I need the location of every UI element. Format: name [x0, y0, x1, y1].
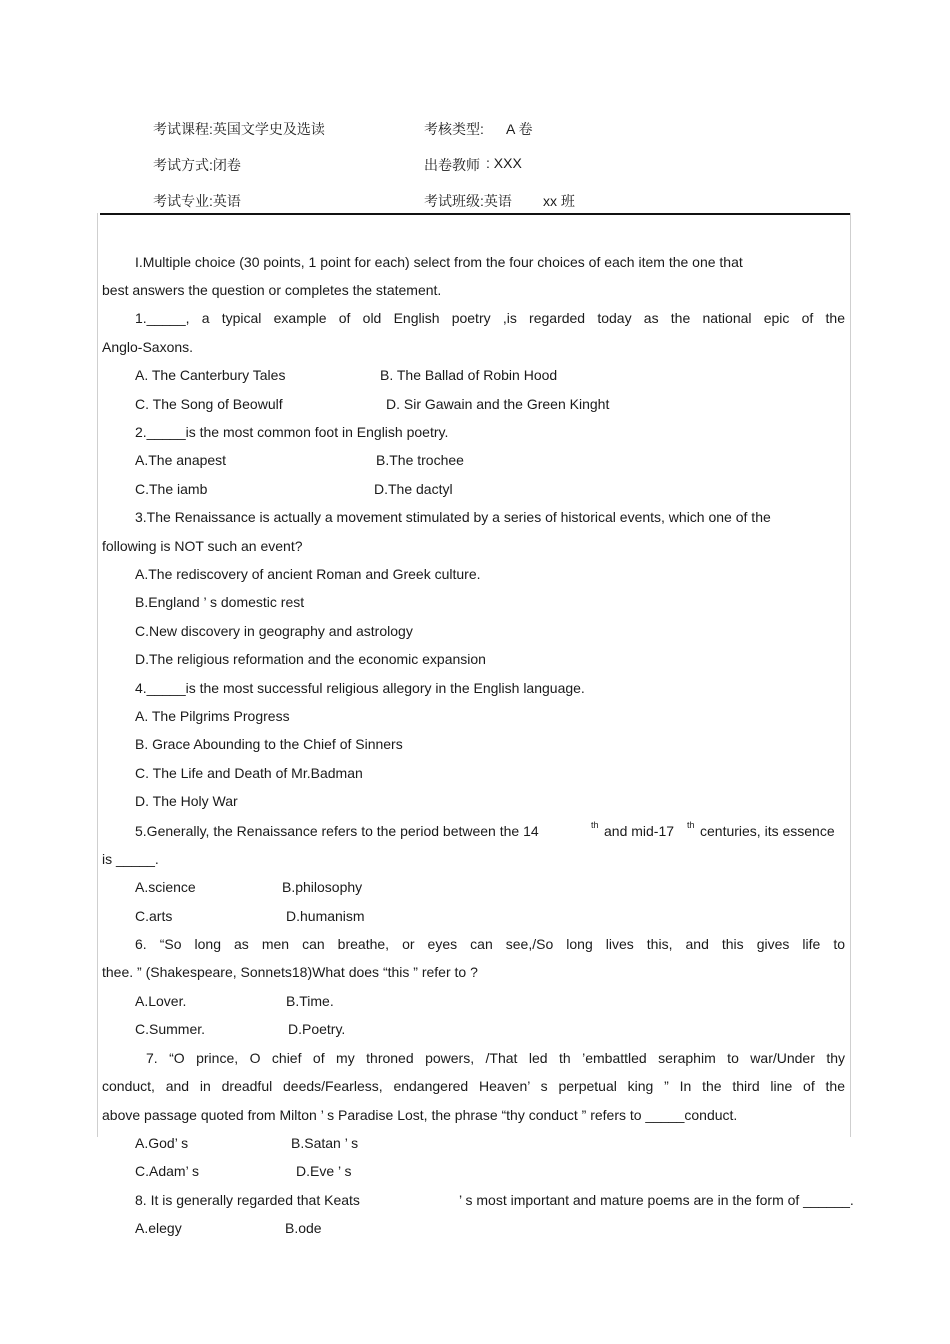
q7-option-a: A.God’ s	[135, 1135, 189, 1151]
q1-option-a: A. The Canterbury Tales	[135, 367, 286, 383]
q8-stem-part1: 8. It is generally regarded that Keats	[135, 1192, 360, 1208]
q5-option-b: B.philosophy	[282, 879, 363, 895]
teacher-value: : XXX	[486, 155, 522, 171]
q3-stem-cont: following is NOT such an event?	[102, 538, 303, 554]
q6-stem-cont: thee. ” (Shakespeare, Sonnets18)What does “this ” refer to ?	[102, 964, 478, 980]
q4-option-b: B. Grace Abounding to the Chief of Sinners	[135, 736, 403, 752]
q5-option-d: D.humanism	[286, 908, 365, 924]
exam-major: 考试专业:英语	[153, 193, 241, 209]
q2-stem: 2._____is the most common foot in English poetry.	[135, 424, 449, 440]
q3-option-b: B.England ’ s domestic rest	[135, 594, 305, 610]
q2-option-d: D.The dactyl	[374, 481, 453, 497]
q5-stem-cont: is _____.	[102, 851, 159, 867]
teacher-label: 出卷教师	[424, 157, 480, 173]
q8-option-a: A.elegy	[135, 1220, 182, 1236]
q1-option-d: D. Sir Gawain and the Green Kinght	[386, 396, 610, 412]
q7-option-d: D.Eve ’ s	[296, 1163, 352, 1179]
q3-option-d: D.The religious reformation and the economic expansion	[135, 651, 486, 667]
header-divider	[100, 213, 850, 215]
q3-option-c: C.New discovery in geography and astrology	[135, 623, 413, 639]
q1-option-b: B. The Ballad of Robin Hood	[380, 367, 558, 383]
q7-stem-cont1: conduct, and in dreadful deeds/Fearless, endangered Heaven’ s perpetual king ” In the third line of the	[102, 1078, 845, 1094]
assessment-type-label: 考核类型:	[424, 121, 484, 137]
q3-stem: 3.The Renaissance is actually a movement stimulated by a series of historical events, which one of the	[135, 509, 771, 525]
class-value: xx 班	[543, 193, 575, 209]
section-title-cont: best answers the question or completes the statement.	[102, 282, 442, 298]
q3-option-a: A.The rediscovery of ancient Roman and Greek culture.	[135, 566, 481, 582]
q4-option-a: A. The Pilgrims Progress	[135, 708, 290, 724]
q7-option-c: C.Adam’ s	[135, 1163, 200, 1179]
q1-option-c: C. The Song of Beowulf	[135, 396, 283, 412]
q4-option-d: D. The Holy War	[135, 793, 238, 809]
q8-option-b: B.ode	[285, 1220, 322, 1236]
q6-option-b: B.Time.	[286, 993, 334, 1009]
q6-option-d: D.Poetry.	[288, 1021, 346, 1037]
q7-stem-cont2: above passage quoted from Milton ’ s Paradise Lost, the phrase “thy conduct ” refers to _____conduct.	[102, 1107, 738, 1123]
q8-stem-part2: ’ s most important and mature poems are in the form of ______.	[459, 1192, 854, 1208]
left-border-line	[97, 213, 98, 1137]
q5-superscript-2: th	[687, 820, 695, 830]
q5-stem-part1: 5.Generally, the Renaissance refers to the period between the 14	[135, 823, 539, 839]
q2-option-b: B.The trochee	[376, 452, 464, 468]
q7-option-b: B.Satan ’ s	[291, 1135, 359, 1151]
q6-option-c: C.Summer.	[135, 1021, 206, 1037]
q5-stem-part2: and mid-17	[604, 823, 675, 839]
q4-stem: 4._____is the most successful religious allegory in the English language.	[135, 680, 585, 696]
section-title: I.Multiple choice (30 points, 1 point for each) select from the four choices of each item the one that	[135, 254, 743, 270]
assessment-type-value: A 卷	[506, 121, 533, 137]
q6-option-a: A.Lover.	[135, 993, 187, 1009]
q5-option-a: A.science	[135, 879, 196, 895]
q4-option-c: C. The Life and Death of Mr.Badman	[135, 765, 363, 781]
q2-option-a: A.The anapest	[135, 452, 227, 468]
exam-mode: 考试方式:闭卷	[153, 157, 241, 173]
exam-course: 考试课程:英国文学史及选读	[153, 121, 325, 137]
q1-stem-cont: Anglo-Saxons.	[102, 339, 194, 355]
q5-superscript-1: th	[591, 820, 599, 830]
q6-stem: 6. “So long as men can breathe, or eyes can see,/So long lives this, and this gives life to	[135, 936, 845, 952]
q7-stem: 7. “O prince, O chief of my throned powers, /That led th ’embattled seraphim to war/Under thy	[146, 1050, 845, 1066]
q5-option-c: C.arts	[135, 908, 173, 924]
right-border-line	[850, 213, 851, 1137]
q5-stem-part3: centuries, its essence	[700, 823, 835, 839]
q2-option-c: C.The iamb	[135, 481, 208, 497]
q1-stem: 1._____, a typical example of old English poetry ,is regarded today as the national epic of the	[135, 310, 845, 326]
class-label: 考试班级:英语	[424, 193, 512, 209]
